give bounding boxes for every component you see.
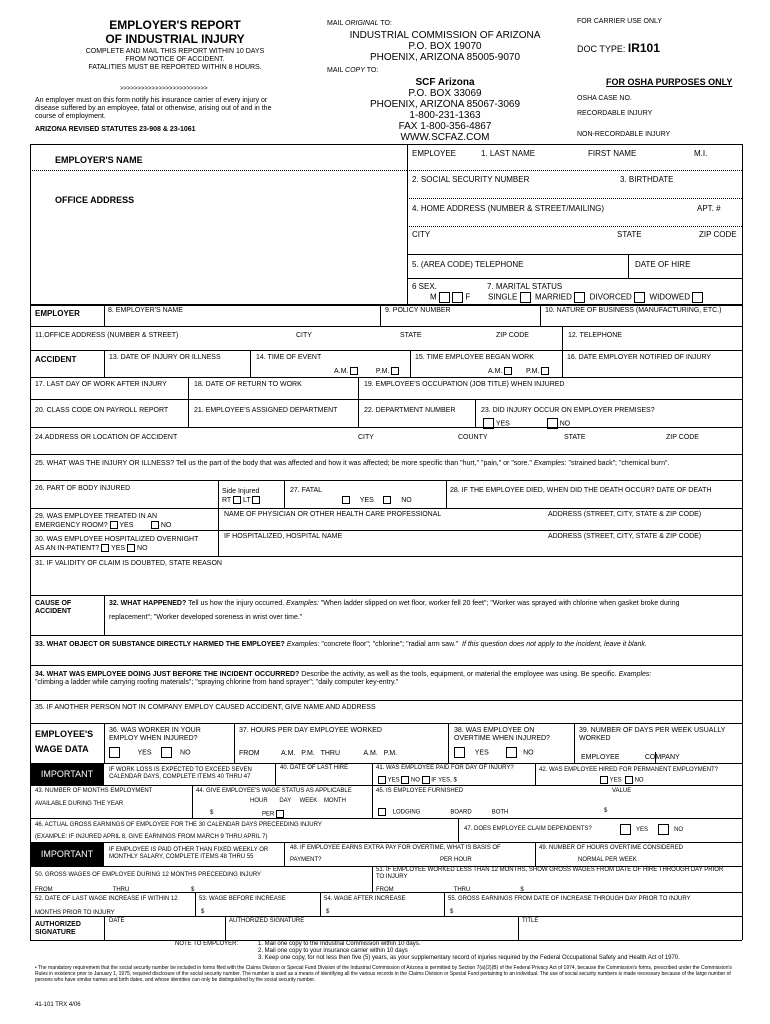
osha-heading: FOR OSHA PURPOSES ONLY xyxy=(606,77,733,87)
carrier-use-label: FOR CARRIER USE ONLY xyxy=(577,18,663,25)
sex-f-checkbox[interactable] xyxy=(452,292,463,303)
sex-m-checkbox[interactable] xyxy=(439,292,450,303)
scf-address: SCF Arizona P.O. BOX 33069 PHOENIX, ARIZONA 85067-3069 1-800-231-1363 FAX 1-800-356-4867 WWW.SCFAZ.COM xyxy=(369,77,521,143)
f44-dollar: $ xyxy=(210,810,214,816)
f41-label: 41. WAS EMPLOYEE PAID FOR DAY OF INJURY? xyxy=(376,765,514,771)
f52-label-cont: MONTHS PRIOR TO INJURY xyxy=(35,910,115,916)
employer-section-label: EMPLOYER xyxy=(35,309,80,318)
f55-label: 55. GROSS EARNINGS FROM DATE OF INCREASE THROUGH DAY PRIOR TO INJURY xyxy=(448,896,691,902)
apt-label: APT. # xyxy=(697,204,721,213)
home-address-label: 4. HOME ADDRESS (NUMBER & STREET/MAILING) xyxy=(412,204,605,213)
fatal-yes-checkbox[interactable] xyxy=(342,496,350,504)
f44-units: HOUR DAY WEEK MONTH xyxy=(250,798,346,804)
f38-options: YES NO xyxy=(454,747,534,758)
notice-text: An employer must on this form notify his insurance carrier of every injury or disease suffered by an employee, fatal or otherwise, arising out of and in the course of employment. xyxy=(35,97,272,120)
f44-label: 44. GIVE EMPLOYEE'S WAGE STATUS AS APPLICABLE xyxy=(196,788,352,794)
f36-yes-checkbox[interactable] xyxy=(109,747,120,758)
f15-am-checkbox[interactable] xyxy=(504,367,512,375)
f14-ampm: A.M. P.M. xyxy=(334,367,399,376)
f8-label: 8. EMPLOYER'S NAME xyxy=(108,307,183,314)
accident-section-label: ACCIDENT xyxy=(35,355,77,364)
f53-dollar: $ xyxy=(201,909,205,915)
signature-date-label: DATE xyxy=(109,918,125,924)
f44-per: PER xyxy=(262,810,284,819)
f28-label: 28. IF THE EMPLOYEE DIED, WHEN DID THE DEATH OCCUR? DATE OF DEATH xyxy=(450,487,712,494)
f11-state-label: STATE xyxy=(400,332,422,339)
f50-label: 50. GROSS WAGES OF EMPLOYEE DURING 12 MONTHS PRECEEDING INJURY xyxy=(35,872,262,878)
f18-label: 18. DATE OF RETURN TO WORK xyxy=(194,381,302,388)
f16-label: 16. DATE EMPLOYER NOTIFIED OF INJURY xyxy=(567,354,712,361)
f36-options: YES NO xyxy=(109,747,191,758)
f33-label: 33. WHAT OBJECT OR SUBSTANCE DIRECTLY HARMED THE EMPLOYEE? Examples: "concrete floor"; "chlorine"; "radial arm saw." If this question does not apply to the incident, leave it blank. xyxy=(35,641,647,648)
f41-ifyes-checkbox[interactable] xyxy=(422,776,430,784)
telephone-label: 5. (AREA CODE) TELEPHONE xyxy=(412,260,524,269)
single-checkbox[interactable] xyxy=(520,292,531,303)
f48-perhour: PER HOUR xyxy=(440,857,472,863)
f24-label: 24.ADDRESS OR LOCATION OF ACCIDENT xyxy=(35,434,178,441)
form-id: 41-101 TRX 4/06 xyxy=(35,1002,81,1008)
f38-label: 38. WAS EMPLOYEE ON OVERTIME WHEN INJURED? xyxy=(454,727,550,742)
f24-city-label: CITY xyxy=(358,434,374,441)
f15-label: 15. TIME EMPLOYEE BEGAN WORK xyxy=(415,354,534,361)
f11-zip-label: ZIP CODE xyxy=(496,332,529,339)
arrow-divider: >>>>>>>>>>>>>>>>>>>>>>>>> xyxy=(120,86,208,92)
nonrecordable-label: NON-RECORDABLE INJURY xyxy=(577,131,671,138)
f23-options: YES NO xyxy=(483,418,570,429)
f36-label: 36. WAS WORKER IN YOUR EMPLOY WHEN INJURED? xyxy=(109,727,201,742)
f25-label: 25. WHAT WAS THE INJURY OR ILLNESS? Tell us the part of the body that was affected and how it was affected; be more specific than "hurt," "pain," or "sore." Examples: "strained back"; "chemical burn". xyxy=(35,460,670,467)
birthdate-label: 3. BIRTHDATE xyxy=(620,175,674,184)
f49-label: 49. NUMBER OF HOURS OVERTIME CONSIDERED xyxy=(539,845,683,851)
f29-label: 29. WAS EMPLOYEE TREATED IN AN EMERGENCY ROOM? YES NO xyxy=(35,513,172,529)
f42-options: YES NO xyxy=(600,776,644,785)
f41-yes-checkbox[interactable] xyxy=(378,776,386,784)
wage-section-label: EMPLOYEE'S WAGE DATA xyxy=(35,729,94,754)
hosp-no-checkbox[interactable] xyxy=(127,544,135,552)
important-badge-1: IMPORTANT xyxy=(30,763,104,785)
doc-type: DOC TYPE: IR101 xyxy=(577,41,660,55)
f40-label: 40. DATE OF LAST HIRE xyxy=(280,765,349,771)
f15-ampm: A.M. P.M. xyxy=(488,367,549,376)
first-name-label: FIRST NAME xyxy=(588,149,637,158)
statute-text: ARIZONA REVISED STATUTES 23-908 & 23-1061 xyxy=(35,126,196,133)
f14-pm-checkbox[interactable] xyxy=(391,367,399,375)
mi-label: M.I. xyxy=(694,149,708,158)
employer-name-label: EMPLOYER'S NAME xyxy=(55,155,143,165)
hosp-yes-checkbox[interactable] xyxy=(101,544,109,552)
f45-label: 45. IS EMPLOYEE FURNISHED xyxy=(376,788,464,794)
employee-info-box xyxy=(407,144,743,306)
f10-label: 10. NATURE OF BUSINESS (MANUFACTURING, ETC.) xyxy=(545,307,722,314)
f13-label: 13. DATE OF INJURY OR ILLNESS xyxy=(109,354,221,361)
f24-zip-label: ZIP CODE xyxy=(666,434,699,441)
f54-dollar: $ xyxy=(326,909,330,915)
important-note-1: IF WORK LOSS IS EXPECTED TO EXCEED SEVEN CALENDAR DAYS, COMPLETE ITEMS 40 THRU 47 xyxy=(109,767,252,780)
f27-label: 27. FATAL xyxy=(290,487,323,494)
hospital-address-label: ADDRESS (STREET, CITY, STATE & ZIP CODE) xyxy=(548,533,702,540)
f50-range: FROM THRU $ xyxy=(35,887,195,893)
f45-options: LODGING BOARD BOTH xyxy=(378,808,508,817)
f26-label: 26. PART OF BODY INJURED xyxy=(35,485,131,492)
form-title: EMPLOYER'S REPORT OF INDUSTRIAL INJURY xyxy=(105,18,245,46)
physician-label: NAME OF PHYSICIAN OR OTHER HEALTH CARE PROFESSIONAL xyxy=(224,511,442,518)
f32-label: 32. WHAT HAPPENED? Tell us how the injury occurred. Examples: "When ladder slipped on wet floor, worker fell 20 feet"; "Worker was sprayed with chlorine when gasket broke during xyxy=(109,600,680,607)
ica-address: INDUSTRIAL COMMISSION OF ARIZONA P.O. BOX 19070 PHOENIX, ARIZONA 85005-9070 xyxy=(349,30,541,63)
recordable-label: RECORDABLE INJURY xyxy=(577,110,653,117)
f48-label: 48. IF EMPLOYEE EARNS EXTRA PAY FOR OVERTIME, WHAT IS BASIS OF xyxy=(290,845,501,851)
f47-options: YES NO xyxy=(620,824,683,835)
important-badge-2: IMPORTANT xyxy=(30,842,104,866)
f32-label-cont: replacement"; "Worker developed soreness in wrist over time." xyxy=(109,614,303,621)
f38-yes-checkbox[interactable] xyxy=(454,747,465,758)
f31-label: 31. IF VALIDITY OF CLAIM IS DOUBTED, STATE REASON xyxy=(35,560,222,567)
date-of-hire-label: DATE OF HIRE xyxy=(635,260,691,269)
f46-example: (EXAMPLE: IF INJURED APRIL 8, GIVE EARNINGS FROM MARCH 9 THRU APRIL 7) xyxy=(35,834,268,840)
side-injured-label: Side Injured xyxy=(222,488,260,495)
f46-label: 46. ACTUAL GROSS EARNINGS OF EMPLOYEE FOR THE 30 CALENDAR DAYS PRECEEDING INJURY xyxy=(35,822,322,828)
f37-label: 37. HOURS PER DAY EMPLOYEE WORKED xyxy=(239,727,382,734)
er-no-checkbox[interactable] xyxy=(151,521,159,529)
f48-payment: PAYMENT? xyxy=(290,857,322,863)
mail-original-label: MAIL ORIGINAL TO: xyxy=(327,20,392,27)
f14-label: 14. TIME OF EVENT xyxy=(256,354,322,361)
f37-row: FROM A.M. P.M. THRU A.M. P.M. xyxy=(239,750,398,757)
f49-normal: NORMAL PER WEEK xyxy=(578,857,637,863)
f17-label: 17. LAST DAY OF WORK AFTER INJURY xyxy=(35,381,167,388)
f41-options: YES NO IF YES, $ xyxy=(378,776,457,785)
employer-name-input[interactable] xyxy=(40,172,400,192)
f47-label: 47. DOES EMPLOYEE CLAIM DEPENDENTS? xyxy=(464,826,592,832)
form-instructions: COMPLETE AND MAIL THIS REPORT WITHIN 10 DAYS FROM NOTICE OF ACCIDENT. FATALITIES MUST BE REPORTED WITHIN 8 HOURS. xyxy=(85,48,265,71)
f47-no-checkbox[interactable] xyxy=(658,824,669,835)
fatal-no-checkbox[interactable] xyxy=(383,496,391,504)
osha-case-label: OSHA CASE NO. xyxy=(577,95,632,102)
f41-no-checkbox[interactable] xyxy=(401,776,409,784)
f15-pm-checkbox[interactable] xyxy=(541,367,549,375)
f55-dollar: $ xyxy=(450,909,454,915)
f47-yes-checkbox[interactable] xyxy=(620,824,631,835)
f12-label: 12. TELEPHONE xyxy=(568,332,622,339)
f42-no-checkbox[interactable] xyxy=(625,776,633,784)
lt-checkbox[interactable] xyxy=(252,496,260,504)
f11-city-label: CITY xyxy=(296,332,312,339)
f42-label: 42. WAS EMPLOYEE HIRED FOR PERMANENT EMPLOYMENT? xyxy=(539,767,719,773)
available-label: AVAILABLE DURING THE YEAR xyxy=(35,801,124,807)
f54-label: 54. WAGE AFTER INCREASE xyxy=(324,896,406,902)
f35-label: 35. IF ANOTHER PERSON NOT IN COMPANY EMPLOY CAUSED ACCIDENT, GIVE NAME AND ADDRESS xyxy=(35,704,376,711)
f39-label: 39. NUMBER OF DAYS PER WEEK USUALLY WORKED xyxy=(579,727,726,742)
er-yes-checkbox[interactable] xyxy=(110,521,118,529)
privacy-notice: • The mandatory requirement that the social security number be included in forms filed with the Claims Division or Special Fund Division of the Industrial Commission of Arizona is permitted by Section 7(a)(2)(B) of the Federal Privacy Act of 1974, because the Commission's forms, prescribed under the Commission's Rules in existence prior to January 1, 1975, required disclosure of the social security number. The number is used as a means of identifying all the various records in the Claims Division or Special Fund pertaining to an individual. The use of social security numbers is made necessary because of the large number of persons who have similar names and birth dates, and whose identities can only be distinguished by the social security number. xyxy=(35,965,732,983)
f19-label: 19. EMPLOYEE'S OCCUPATION (JOB TITLE) WHEN INJURED xyxy=(364,381,565,388)
zip-label: ZIP CODE xyxy=(699,230,737,239)
signature-section-label: AUTHORIZED SIGNATURE xyxy=(35,921,81,936)
value-label: VALUE xyxy=(612,788,632,794)
mail-copy-label: MAIL COPY TO: xyxy=(327,67,379,74)
f44-per-checkbox[interactable] xyxy=(276,810,284,818)
physician-address-label: ADDRESS (STREET, CITY, STATE & ZIP CODE) xyxy=(548,511,702,518)
hospital-label: IF HOSPITALIZED, HOSPITAL NAME xyxy=(224,533,343,540)
f14-am-checkbox[interactable] xyxy=(350,367,358,375)
f34-label: 34. WHAT WAS EMPLOYEE DOING JUST BEFORE THE INCIDENT OCCURRED? Describe the activity, as well as the tools, equipment, or material the employee was using. Be specific. Examples: "climbing a ladder while carrying roofing materials"; "spraying chlorine from hand sprayer"; "daily computer key-entry." xyxy=(35,671,652,686)
married-checkbox[interactable] xyxy=(574,292,585,303)
important-note-2: IF EMPLOYEE IS PAID OTHER THAN FIXED WEEKLY OR MONTHLY SALARY, COMPLETE ITEMS 48 THRU 55 xyxy=(109,847,269,860)
sex-options: M F xyxy=(430,292,471,302)
marital-options: SINGLE MARRIED DIVORCED WIDOWED xyxy=(488,292,703,303)
marital-label: 7. MARITAL STATUS xyxy=(487,282,563,291)
f53-label: 53. WAGE BEFORE INCREASE xyxy=(199,896,286,902)
city-label: CITY xyxy=(412,230,431,239)
office-address-label: OFFICE ADDRESS xyxy=(55,195,135,205)
widowed-checkbox[interactable] xyxy=(692,292,703,303)
ssn-label: 2. SOCIAL SECURITY NUMBER xyxy=(412,175,530,184)
cause-label: CAUSE OF ACCIDENT xyxy=(35,600,72,615)
f45-dollar: $ xyxy=(604,808,608,814)
state-label: STATE xyxy=(617,230,642,239)
note-list: 1. Mail one copy to the Industrial Commission within 10 days. 2. Mail one copy to your insurance carrier within 10 days 3. Keep one copy, for not less then five (5) years, as your supplementary record of injuries required by the Federal Occupational Safety and Health Act of 1970. xyxy=(258,941,680,961)
f30-label: 30. WAS EMPLOYEE HOSPITALIZED OVERNIGHT AS AN IN-PATIENT? YES NO xyxy=(35,536,199,552)
f36-no-checkbox[interactable] xyxy=(161,747,172,758)
last-name-label: 1. LAST NAME xyxy=(481,149,536,158)
authorized-signature-label: AUTHORIZED SIGNATURE xyxy=(229,918,305,924)
employee-label: EMPLOYEE xyxy=(412,149,457,158)
f21-label: 21. EMPLOYEE'S ASSIGNED DEPARTMENT xyxy=(194,407,338,414)
side-options: RT LT xyxy=(222,496,260,505)
office-address-input[interactable] xyxy=(40,207,400,297)
signature-title-label: TITLE xyxy=(522,918,539,924)
sex-label: 6 SEX. xyxy=(412,282,437,291)
f39-columns: EMPLOYEE COMPANY xyxy=(581,754,680,761)
f22-label: 22. DEPARTMENT NUMBER xyxy=(364,407,456,414)
f11-label: 11.OFFICE ADDRESS (NUMBER & STREET) xyxy=(35,332,179,339)
f27-options: YES NO xyxy=(342,496,412,505)
note-to-employer-label: NOTE TO EMPLOYER: xyxy=(175,941,239,947)
f51-label: 51. IF EMPLOYEE WORKED LESS THAN 12 MONTHS, SHOW GROSS WAGES FROM DATE OF HIRE THROUGH DAY PRIOR TO INJURY xyxy=(376,867,724,880)
f51-range: FROM THRU $ xyxy=(376,887,524,893)
f38-no-checkbox[interactable] xyxy=(506,747,517,758)
f23-label: 23. DID INJURY OCCUR ON EMPLOYER PREMISES? xyxy=(481,407,655,414)
f24-state-label: STATE xyxy=(564,434,586,441)
f24-county-label: COUNTY xyxy=(458,434,488,441)
f52-label: 52. DATE OF LAST WAGE INCREASE IF WITHIN 12 xyxy=(35,896,178,902)
f43-label: 43. NUMBER OF MONTHS EMPLOYMENT xyxy=(35,788,153,794)
lodging-checkbox[interactable] xyxy=(378,808,386,816)
divorced-checkbox[interactable] xyxy=(634,292,645,303)
f9-label: 9. POLICY NUMBER xyxy=(385,307,451,314)
rt-checkbox[interactable] xyxy=(233,496,241,504)
f20-label: 20. CLASS CODE ON PAYROLL REPORT xyxy=(35,407,169,414)
f42-yes-checkbox[interactable] xyxy=(600,776,608,784)
